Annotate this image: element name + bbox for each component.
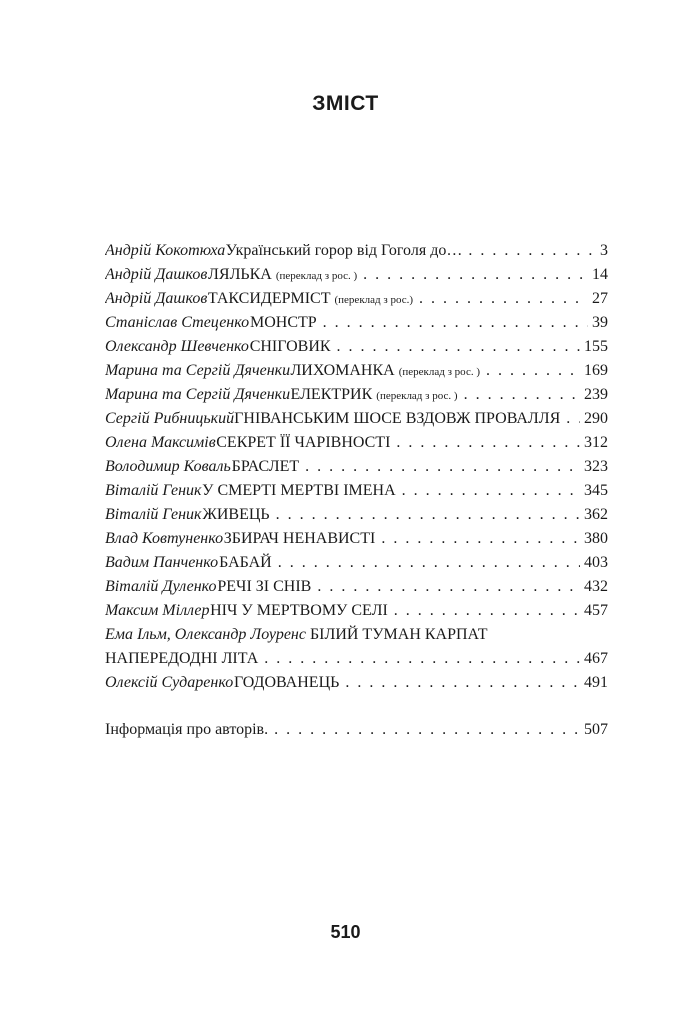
toc-work-title: ГОДОВАНЕЦЬ — [233, 674, 340, 691]
toc-work-title: ЛЯЛЬКА — [208, 266, 272, 283]
toc-page-number: 507 — [584, 721, 608, 738]
toc-page-number: 27 — [592, 290, 608, 307]
toc-author: Андрій Кокотюха — [105, 242, 226, 259]
toc-work-title: ЗБИРАЧ НЕНАВИСТІ — [223, 530, 376, 547]
toc-work-title: БАБАЙ — [219, 554, 272, 571]
toc-leader-dots — [464, 383, 580, 407]
toc-translation-note: (переклад з рос.) — [334, 294, 414, 306]
toc-entry[interactable] — [105, 287, 608, 311]
toc-leader-dots — [396, 431, 580, 455]
toc-page-number: 3 — [600, 242, 608, 259]
toc-leader-dots — [419, 287, 588, 311]
toc-page-number: 14 — [592, 266, 608, 283]
toc-page-number: 432 — [584, 578, 608, 595]
toc-author: Ема Ільм, Олександр Лоуренс — [105, 626, 306, 643]
toc-leader-dots — [337, 335, 580, 359]
toc-entry[interactable] — [105, 383, 608, 407]
toc-author: Олександр Шевченко — [105, 338, 249, 355]
toc-leader-dots — [345, 671, 580, 695]
toc-work-title: БІЛИЙ ТУМАН КАРПАТ — [309, 626, 488, 643]
toc-translation-note: (переклад з рос. ) — [376, 390, 458, 402]
toc-author: Віталій Геник — [105, 506, 202, 523]
toc-entry[interactable] — [105, 359, 608, 383]
toc-page-number: 312 — [584, 434, 608, 451]
toc-page-number: 169 — [584, 362, 608, 379]
toc-author: Віталій Дуленко — [105, 578, 217, 595]
toc-translation-note: (переклад з рос. ) — [275, 270, 358, 282]
toc-work-title: ЛИХОМАНКА — [290, 362, 395, 379]
toc-work-title: МОНСТР — [249, 314, 317, 331]
toc-page-number: 362 — [584, 506, 608, 523]
toc-page-number: 467 — [584, 650, 608, 667]
toc-entry[interactable] — [105, 599, 608, 623]
toc-leader-dots — [276, 503, 580, 527]
toc-page-number: 39 — [592, 314, 608, 331]
toc-author: Максим Міллер — [105, 602, 210, 619]
toc-author: Олена Максимів — [105, 434, 216, 451]
toc-entry[interactable] — [105, 455, 608, 479]
toc-leader-dots — [305, 455, 580, 479]
toc-work-title: Український горор від Гоголя до… — [225, 242, 463, 259]
toc-author: Володимир Коваль — [105, 458, 231, 475]
toc-entry[interactable] — [105, 671, 608, 695]
toc-leader-dots — [278, 551, 580, 575]
toc-work-title: ТАКСИДЕРМІСТ — [207, 290, 331, 307]
toc-appendix-label: Інформація про авторів. — [105, 721, 269, 738]
toc-leader-dots — [274, 718, 580, 742]
toc-entry[interactable] — [105, 407, 608, 431]
toc-page-number: 239 — [584, 386, 608, 403]
toc-leader-dots — [264, 647, 580, 671]
toc-translation-note: (переклад з рос. ) — [398, 366, 480, 378]
toc-work-title: ЕЛЕКТРИК — [290, 386, 373, 403]
toc-work-title: СЕКРЕТ ЇЇ ЧАРІВНОСТІ — [216, 434, 391, 451]
toc-entry[interactable] — [105, 575, 608, 599]
toc-leader-dots — [402, 479, 580, 503]
toc-entry[interactable] — [105, 311, 608, 335]
toc-page-number: 403 — [584, 554, 608, 571]
toc-entry[interactable] — [105, 551, 608, 575]
toc-entry-line — [105, 647, 608, 671]
toc-author: Марина та Сергій Дяченки — [105, 362, 291, 379]
toc-spacer — [105, 695, 608, 718]
toc-author: Вадим Панченко — [105, 554, 219, 571]
toc-page-number: 345 — [584, 482, 608, 499]
toc-entry[interactable] — [105, 335, 608, 359]
toc-entry[interactable] — [105, 503, 608, 527]
toc-leader-dots — [323, 311, 588, 335]
toc-entry-line — [105, 623, 608, 647]
toc-page-number: 155 — [584, 338, 608, 355]
toc-leader-dots — [486, 359, 580, 383]
toc-leader-dots — [317, 575, 580, 599]
toc-work-title: ГНІВАНСЬКИМ ШОСЕ ВЗДОВЖ ПРОВАЛЛЯ — [234, 410, 561, 427]
toc-author: Марина та Сергій Дяченки — [105, 386, 291, 403]
page-number: 510 — [330, 922, 361, 942]
toc-author: Віталій Геник — [105, 482, 202, 499]
toc-leader-dots — [566, 407, 580, 431]
toc-entry[interactable] — [105, 263, 608, 287]
table-of-contents — [105, 239, 608, 742]
toc-work-title: НІЧ У МЕРТВОМУ СЕЛІ — [210, 602, 388, 619]
toc-work-title: РЕЧІ ЗІ СНІВ — [217, 578, 312, 595]
toc-page-number: 457 — [584, 602, 608, 619]
toc-entry-appendix[interactable] — [105, 718, 608, 742]
toc-author: Олексій Сударенко — [105, 674, 234, 691]
toc-page-number: 323 — [584, 458, 608, 475]
toc-page-number: 491 — [584, 674, 608, 691]
toc-author: Влад Ковтуненко — [105, 530, 224, 547]
toc-author: Андрій Дашков — [105, 266, 208, 283]
toc-entry[interactable] — [105, 479, 608, 503]
toc-entry-multiline[interactable] — [105, 623, 608, 671]
toc-page-number: 380 — [584, 530, 608, 547]
toc-leader-dots — [468, 239, 596, 263]
toc-work-title: СНІГОВИК — [249, 338, 331, 355]
toc-work-title: У СМЕРТІ МЕРТВІ ІМЕНА — [202, 482, 396, 499]
toc-leader-dots — [381, 527, 580, 551]
toc-entry[interactable] — [105, 431, 608, 455]
toc-entry[interactable] — [105, 527, 608, 551]
toc-work-title: ЖИВЕЦЬ — [202, 506, 270, 523]
toc-work-title: БРАСЛЕТ — [231, 458, 300, 475]
toc-leader-dots — [363, 263, 588, 287]
toc-leader-dots — [394, 599, 580, 623]
toc-author: Андрій Дашков — [105, 290, 208, 307]
toc-entry[interactable] — [105, 239, 608, 263]
toc-work-title-continued: НАПЕРЕДОДНІ ЛІТА — [105, 650, 259, 667]
page-title: ЗМІСТ — [312, 92, 379, 115]
toc-page-number: 290 — [584, 410, 608, 427]
toc-author: Сергій Рибницький — [105, 410, 235, 427]
toc-author: Станіслав Стеценко — [105, 314, 250, 331]
